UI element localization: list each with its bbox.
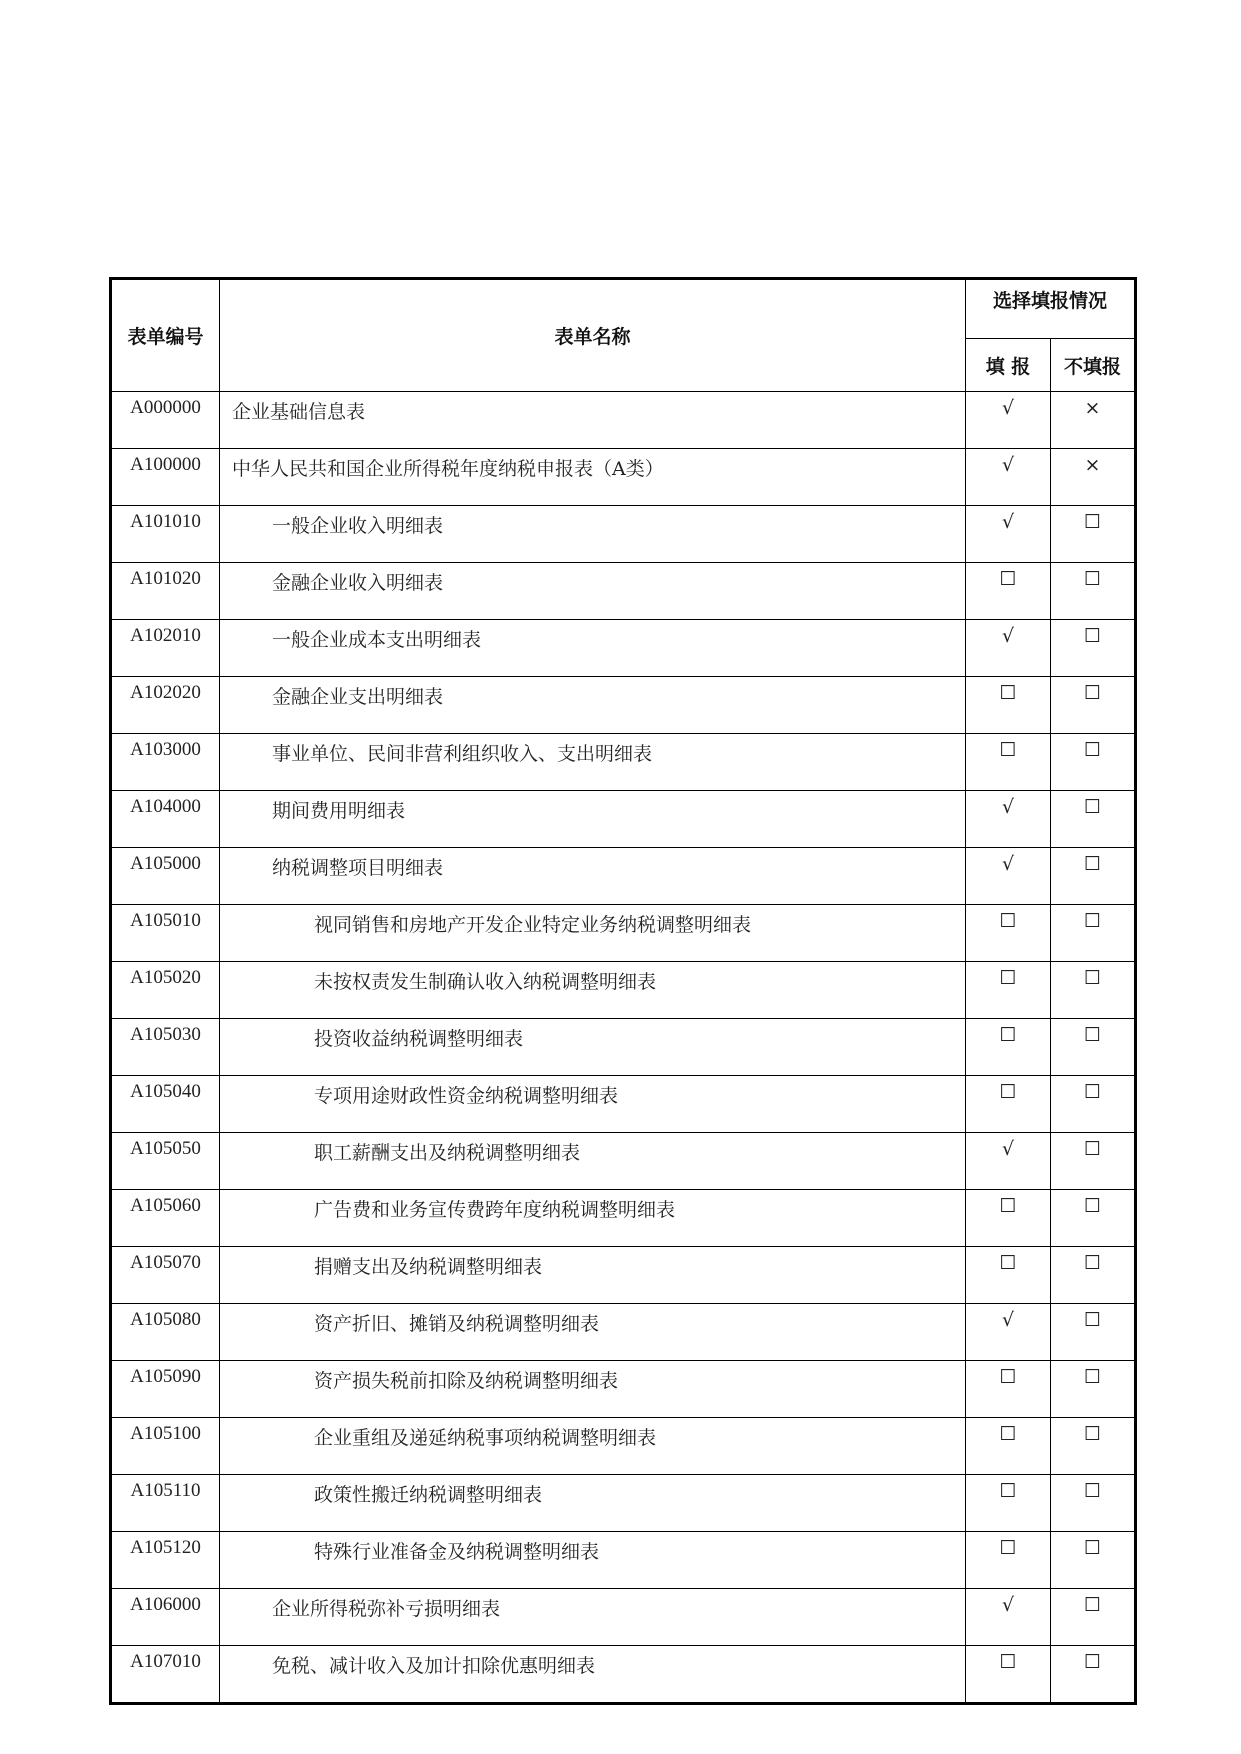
table-row: [111, 620, 1136, 677]
form-name: 金融企业收入明细表: [220, 563, 966, 620]
form-name: 专项用途财政性资金纳税调整明细表: [220, 1076, 966, 1133]
no-fill-mark[interactable]: ☐: [1051, 1646, 1136, 1704]
header-form-code: 表单编号: [111, 279, 220, 392]
fill-mark[interactable]: ☐: [966, 1019, 1051, 1076]
form-name: 企业基础信息表: [220, 392, 966, 449]
fill-mark[interactable]: √: [966, 449, 1051, 506]
table-row: [111, 962, 1136, 1019]
no-fill-mark[interactable]: ×: [1051, 449, 1136, 506]
form-code: A101010: [111, 506, 220, 563]
fill-mark[interactable]: ☐: [966, 1532, 1051, 1589]
header-form-name: 表单名称: [220, 279, 966, 392]
no-fill-mark[interactable]: ☐: [1051, 620, 1136, 677]
form-name: 广告费和业务宣传费跨年度纳税调整明细表: [220, 1190, 966, 1247]
fill-mark[interactable]: √: [966, 506, 1051, 563]
form-code: A102010: [111, 620, 220, 677]
no-fill-mark[interactable]: ☐: [1051, 905, 1136, 962]
table-row: [111, 791, 1136, 848]
form-code: A105000: [111, 848, 220, 905]
no-fill-mark[interactable]: ☐: [1051, 734, 1136, 791]
form-code: A105100: [111, 1418, 220, 1475]
no-fill-mark[interactable]: ☐: [1051, 1532, 1136, 1589]
fill-mark[interactable]: ☐: [966, 962, 1051, 1019]
form-name: 免税、减计收入及加计扣除优惠明细表: [220, 1646, 966, 1704]
form-list-table: [109, 277, 1137, 1705]
form-name: 金融企业支出明细表: [220, 677, 966, 734]
fill-mark[interactable]: ☐: [966, 1247, 1051, 1304]
form-code: A104000: [111, 791, 220, 848]
no-fill-mark[interactable]: ☐: [1051, 1361, 1136, 1418]
no-fill-mark[interactable]: ☐: [1051, 677, 1136, 734]
form-code: A105090: [111, 1361, 220, 1418]
fill-mark[interactable]: ☐: [966, 1646, 1051, 1704]
table-row: [111, 1361, 1136, 1418]
form-name: 一般企业成本支出明细表: [220, 620, 966, 677]
no-fill-mark[interactable]: ☐: [1051, 1304, 1136, 1361]
form-name: 资产折旧、摊销及纳税调整明细表: [220, 1304, 966, 1361]
table-row: [111, 1646, 1136, 1704]
no-fill-mark[interactable]: ×: [1051, 392, 1136, 449]
table-row: [111, 506, 1136, 563]
form-code: A105060: [111, 1190, 220, 1247]
fill-mark[interactable]: ☐: [966, 905, 1051, 962]
form-code: A000000: [111, 392, 220, 449]
header-filing-status: 选择填报情况: [966, 279, 1136, 339]
form-name: 事业单位、民间非营利组织收入、支出明细表: [220, 734, 966, 791]
table-row: [111, 1133, 1136, 1190]
fill-mark[interactable]: √: [966, 1304, 1051, 1361]
table-row: [111, 563, 1136, 620]
form-code: A105070: [111, 1247, 220, 1304]
fill-mark[interactable]: √: [966, 1133, 1051, 1190]
form-code: A105010: [111, 905, 220, 962]
form-code: A105030: [111, 1019, 220, 1076]
table-row: [111, 1190, 1136, 1247]
table-row: [111, 905, 1136, 962]
form-name: 纳税调整项目明细表: [220, 848, 966, 905]
fill-mark[interactable]: √: [966, 848, 1051, 905]
form-code: A105020: [111, 962, 220, 1019]
form-name: 职工薪酬支出及纳税调整明细表: [220, 1133, 966, 1190]
no-fill-mark[interactable]: ☐: [1051, 1076, 1136, 1133]
fill-mark[interactable]: √: [966, 620, 1051, 677]
fill-mark[interactable]: ☐: [966, 563, 1051, 620]
no-fill-mark[interactable]: ☐: [1051, 1019, 1136, 1076]
form-name: 投资收益纳税调整明细表: [220, 1019, 966, 1076]
form-name: 企业所得税弥补亏损明细表: [220, 1589, 966, 1646]
form-code: A102020: [111, 677, 220, 734]
no-fill-mark[interactable]: ☐: [1051, 1589, 1136, 1646]
form-name: 捐赠支出及纳税调整明细表: [220, 1247, 966, 1304]
table-row: [111, 1418, 1136, 1475]
no-fill-mark[interactable]: ☐: [1051, 1418, 1136, 1475]
header-fill: 填 报: [966, 339, 1051, 392]
table-row: [111, 734, 1136, 791]
table-row: [111, 1019, 1136, 1076]
form-name: 政策性搬迁纳税调整明细表: [220, 1475, 966, 1532]
fill-mark[interactable]: ☐: [966, 734, 1051, 791]
form-name: 企业重组及递延纳税事项纳税调整明细表: [220, 1418, 966, 1475]
no-fill-mark[interactable]: ☐: [1051, 1133, 1136, 1190]
form-name: 未按权责发生制确认收入纳税调整明细表: [220, 962, 966, 1019]
form-code: A105110: [111, 1475, 220, 1532]
table-row: [111, 392, 1136, 449]
no-fill-mark[interactable]: ☐: [1051, 563, 1136, 620]
form-code: A105050: [111, 1133, 220, 1190]
no-fill-mark[interactable]: ☐: [1051, 791, 1136, 848]
fill-mark[interactable]: √: [966, 1589, 1051, 1646]
form-name: 中华人民共和国企业所得税年度纳税申报表（A类）: [220, 449, 966, 506]
table-row: [111, 1304, 1136, 1361]
table-row: [111, 848, 1136, 905]
form-code: A105040: [111, 1076, 220, 1133]
fill-mark[interactable]: ☐: [966, 1190, 1051, 1247]
fill-mark[interactable]: ☐: [966, 1475, 1051, 1532]
no-fill-mark[interactable]: ☐: [1051, 1475, 1136, 1532]
no-fill-mark[interactable]: ☐: [1051, 848, 1136, 905]
form-code: A105120: [111, 1532, 220, 1589]
form-rows: [111, 392, 1136, 1704]
header-no-fill: 不填报: [1051, 339, 1136, 392]
form-name: 视同销售和房地产开发企业特定业务纳税调整明细表: [220, 905, 966, 962]
table-row: [111, 1475, 1136, 1532]
form-name: 期间费用明细表: [220, 791, 966, 848]
form-name: 特殊行业准备金及纳税调整明细表: [220, 1532, 966, 1589]
form-code: A105080: [111, 1304, 220, 1361]
table-row: [111, 1247, 1136, 1304]
no-fill-mark[interactable]: ☐: [1051, 1247, 1136, 1304]
no-fill-mark[interactable]: ☐: [1051, 962, 1136, 1019]
fill-mark[interactable]: ☐: [966, 1418, 1051, 1475]
table-row: [111, 1589, 1136, 1646]
form-code: A106000: [111, 1589, 220, 1646]
form-code: A100000: [111, 449, 220, 506]
form-name: 一般企业收入明细表: [220, 506, 966, 563]
fill-mark[interactable]: ☐: [966, 1361, 1051, 1418]
fill-mark[interactable]: √: [966, 392, 1051, 449]
no-fill-mark[interactable]: ☐: [1051, 1190, 1136, 1247]
form-code: A103000: [111, 734, 220, 791]
form-name: 资产损失税前扣除及纳税调整明细表: [220, 1361, 966, 1418]
table-row: [111, 677, 1136, 734]
fill-mark[interactable]: ☐: [966, 1076, 1051, 1133]
form-code: A107010: [111, 1646, 220, 1704]
table-row: [111, 449, 1136, 506]
fill-mark[interactable]: √: [966, 791, 1051, 848]
fill-mark[interactable]: ☐: [966, 677, 1051, 734]
table-row: [111, 1076, 1136, 1133]
table-row: [111, 1532, 1136, 1589]
no-fill-mark[interactable]: ☐: [1051, 506, 1136, 563]
form-code: A101020: [111, 563, 220, 620]
